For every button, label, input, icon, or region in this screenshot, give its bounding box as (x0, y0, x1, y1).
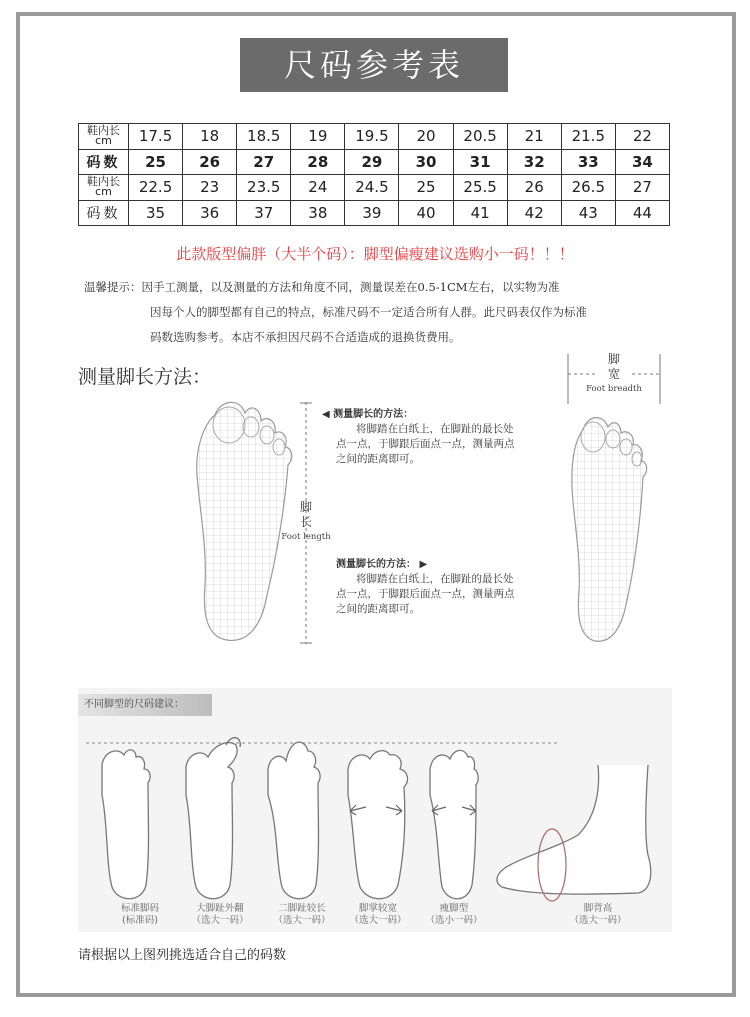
table-cell: 25.5 (453, 175, 507, 201)
table-cell: 41 (453, 200, 507, 226)
table-row (79, 124, 670, 150)
table-cell: 22.5 (129, 175, 183, 201)
table-cell: 27 (615, 175, 669, 201)
table-cell: 19 (291, 124, 345, 150)
table-cell: 26 (183, 149, 237, 175)
table-cell: 24 (291, 175, 345, 201)
table-row-label: 码数 (79, 200, 129, 226)
note-2-body-2: 点一点，于脚跟后面点一点，测量两点 (336, 588, 515, 600)
table-cell: 43 (561, 200, 615, 226)
table-cell: 20 (399, 124, 453, 150)
table-cell: 42 (507, 200, 561, 226)
foot-length-cn-2: 长 (299, 515, 312, 529)
note-2-heading: 测量脚长的方法： ▶ (336, 559, 428, 570)
foot-type-label-3: 二脚趾较长 （选大一码） (273, 903, 331, 926)
table-cell: 30 (399, 149, 453, 175)
table-cell: 18.5 (237, 124, 291, 150)
bottom-instruction: 请根据以上图列挑选适合自己的码数 (78, 948, 287, 963)
table-cell: 31 (453, 149, 507, 175)
table-cell: 26.5 (561, 175, 615, 201)
table-cell: 20.5 (453, 124, 507, 150)
foot-breadth-illustration (563, 405, 663, 650)
table-cell: 27 (237, 149, 291, 175)
table-row (79, 200, 670, 226)
size-table (78, 123, 670, 226)
table-cell: 34 (615, 149, 669, 175)
foot-type-label-4: 脚掌较宽 （选大一码） (349, 903, 407, 926)
note-1-body-1: 将脚踏在白纸上，在脚趾的最长处 (356, 423, 514, 435)
table-cell: 29 (345, 149, 399, 175)
foot-length-label (276, 500, 336, 545)
foot-breadth-label (582, 352, 646, 397)
foot-type-label-2: 大脚趾外翻 （选大一码） (191, 903, 249, 926)
arrow-right-icon: ▶ (416, 559, 428, 570)
table-row-label: 鞋内长cm (79, 124, 129, 150)
note-2-body-3: 之间的距离即可。 (336, 603, 420, 615)
table-row-label: 码数 (79, 149, 129, 175)
note-1-body-3: 之间的距离即可。 (336, 453, 420, 465)
foot-breadth-cn-1: 脚 (607, 352, 620, 366)
table-cell: 26 (507, 175, 561, 201)
foot-length-en: Foot length (281, 532, 331, 542)
table-cell: 19.5 (345, 124, 399, 150)
measure-note-1 (322, 407, 515, 467)
table-cell: 33 (561, 149, 615, 175)
table-cell: 24.5 (345, 175, 399, 201)
table-cell: 25 (399, 175, 453, 201)
foot-breadth-en: Foot breadth (586, 384, 642, 394)
table-cell: 39 (345, 200, 399, 226)
table-cell: 36 (183, 200, 237, 226)
table-cell: 18 (183, 124, 237, 150)
measure-note-2 (322, 557, 515, 617)
table-cell: 21 (507, 124, 561, 150)
table-cell: 37 (237, 200, 291, 226)
note-1-body-2: 点一点，于脚跟后面点一点，测量两点 (336, 438, 515, 450)
table-cell: 44 (615, 200, 669, 226)
foot-type-banner: 不同脚型的尺码建议： (78, 694, 212, 716)
foot-breadth-cn-2: 宽 (607, 367, 620, 381)
table-cell: 25 (129, 149, 183, 175)
foot-type-illustrations (78, 725, 672, 905)
tip-line-1: 温馨提示：因手工测量，以及测量的方法和角度不同，测量误差在0.5-1CM左右，以实物为准 (84, 280, 560, 294)
arrow-left-icon: ◀ (322, 409, 334, 420)
table-cell: 23.5 (237, 175, 291, 201)
table-cell: 32 (507, 149, 561, 175)
foot-type-label-6: 脚背高 （选大一码） (569, 903, 627, 926)
foot-length-cn-1: 脚 (299, 500, 312, 514)
table-cell: 17.5 (129, 124, 183, 150)
tip-line-2: 因每个人的脚型都有自己的特点，标准尺码不一定适合所有人群。此尺码表仅作为标准 (150, 305, 587, 319)
table-row (79, 175, 670, 201)
method-title: 测量脚长方法： (78, 366, 212, 388)
table-cell: 38 (291, 200, 345, 226)
table-cell: 28 (291, 149, 345, 175)
tip-block (84, 275, 684, 350)
note-1-heading: ◀ 测量脚长的方法： (322, 409, 414, 420)
table-cell: 21.5 (561, 124, 615, 150)
table-cell: 35 (129, 200, 183, 226)
foot-type-label-1: 标准脚码 (标准码) (120, 903, 159, 926)
table-cell: 40 (399, 200, 453, 226)
table-cell: 23 (183, 175, 237, 201)
foot-type-label-5: 瘦脚型 （选小一码） (425, 903, 483, 926)
page-title: 尺码参考表 (240, 38, 508, 92)
table-row (79, 149, 670, 175)
tip-line-3: 码数选购参考。本店不承担因尺码不合适造成的退换货费用。 (150, 330, 461, 344)
size-warning: 此款版型偏胖（大半个码）：脚型偏瘦建议选购小一码！！！ (176, 245, 574, 263)
table-row-label: 鞋内长cm (79, 175, 129, 201)
table-cell: 22 (615, 124, 669, 150)
note-2-body-1: 将脚踏在白纸上，在脚趾的最长处 (356, 573, 514, 585)
